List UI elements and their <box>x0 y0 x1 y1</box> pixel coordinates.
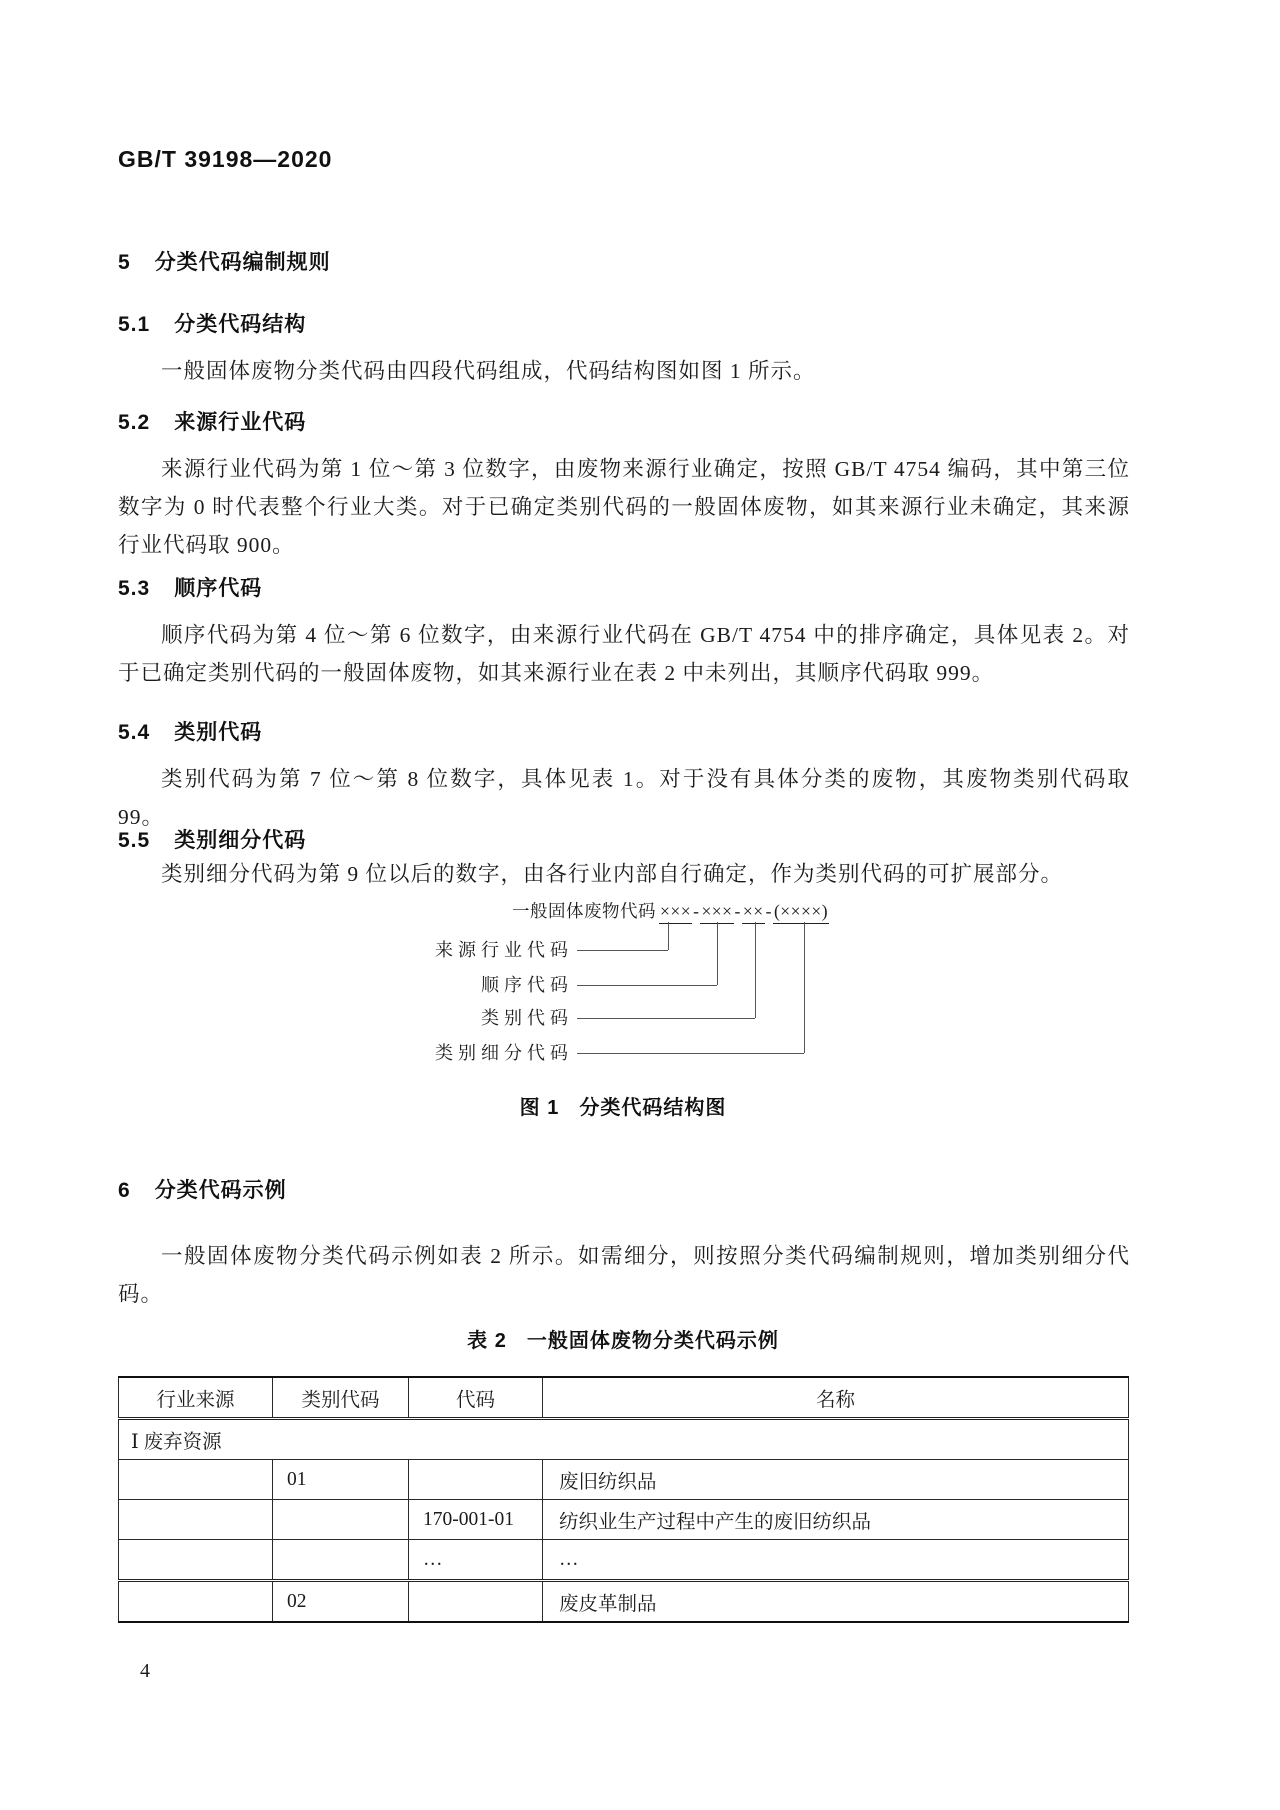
code-separator: - <box>765 901 772 921</box>
connector-line <box>804 922 805 1053</box>
paragraph-5-3: 顺序代码为第 4 位～第 6 位数字，由来源行业代码在 GB/T 4754 中的排序确定，具体见表 2。对于已确定类别代码的一般固体废物，如其来源行业在表 2 中未列出，其顺序代码取 999。 <box>118 623 1130 685</box>
figure-label-category-code: 类别代码 <box>481 1008 573 1028</box>
cell <box>119 1500 273 1540</box>
table-group-row <box>119 1419 1129 1460</box>
figure-code-line <box>512 898 829 923</box>
cell: 01 <box>273 1460 409 1500</box>
cell <box>409 1460 543 1500</box>
section-5-1-heading <box>118 308 306 338</box>
header-cell-name: 名称 <box>543 1377 1129 1419</box>
connector-line <box>577 985 717 986</box>
paragraph-5-1: 一般固体废物分类代码由四段代码组成，代码结构图如图 1 所示。 <box>161 359 816 383</box>
cell: 废旧纺织品 <box>543 1460 1129 1500</box>
cell: 02 <box>273 1581 409 1623</box>
cell <box>119 1540 273 1581</box>
header-cell-code: 代码 <box>409 1377 543 1419</box>
cell <box>119 1460 273 1500</box>
paragraph-5-2: 来源行业代码为第 1 位～第 3 位数字，由废物来源行业确定，按照 GB/T 4754 编码，其中第三位数字为 0 时代表整个行业大类。对于已确定类别代码的一般固体废物，如其来源行业未确定，其来源行业代码取 900。 <box>118 457 1130 557</box>
table-header-row <box>119 1377 1129 1419</box>
cell: 废皮革制品 <box>543 1581 1129 1623</box>
heading-title: 顺序代码 <box>174 577 263 600</box>
heading-number: 5.1 <box>118 313 151 336</box>
paragraph-6: 一般固体废物分类代码示例如表 2 所示。如需细分，则按照分类代码编制规则，增加类别细分代码。 <box>118 1244 1130 1306</box>
code-separator: - <box>734 901 741 921</box>
paragraph-5-4: 类别代码为第 7 位～第 8 位数字，具体见表 1。对于没有具体分类的废物，其废物类别代码取 99。 <box>118 767 1130 829</box>
code-segment-category: ×× <box>742 901 765 924</box>
heading-number: 6 <box>118 1179 131 1202</box>
table-number: 表 2 <box>467 1330 507 1352</box>
code-segment-sequence: ××× <box>700 901 733 924</box>
connector-line <box>717 922 718 985</box>
section-5-2-heading <box>118 406 306 436</box>
table-row <box>119 1581 1129 1623</box>
table-row <box>119 1540 1129 1581</box>
figure-title: 分类代码结构图 <box>579 1097 727 1119</box>
connector-line <box>668 922 669 950</box>
cell: 170-001-01 <box>409 1500 543 1540</box>
figure-label-industry-code: 来源行业代码 <box>435 940 573 960</box>
header-cell-category-code: 类别代码 <box>273 1377 409 1419</box>
heading-title: 类别细分代码 <box>174 829 307 852</box>
cell <box>273 1500 409 1540</box>
code-separator: - <box>693 901 700 921</box>
figure-code-structure <box>118 893 1128 1078</box>
section-5-heading <box>118 246 331 276</box>
code-segment-subcategory: (××××) <box>773 901 829 924</box>
heading-title: 来源行业代码 <box>174 411 307 434</box>
heading-title: 类别代码 <box>174 721 263 744</box>
figure-number: 图 1 <box>519 1097 560 1119</box>
table-title: 一般固体废物分类代码示例 <box>526 1330 779 1352</box>
heading-number: 5.5 <box>118 829 151 852</box>
table-row <box>119 1500 1129 1540</box>
connector-line <box>577 1018 755 1019</box>
heading-title: 分类代码编制规则 <box>154 251 331 274</box>
group-row-label: Ⅰ 废弃资源 <box>119 1419 1129 1460</box>
section-5-4-heading <box>118 716 262 746</box>
connector-line <box>577 950 668 951</box>
connector-line <box>577 1053 804 1054</box>
classification-code-table <box>118 1376 1129 1623</box>
page-number: 4 <box>140 1660 150 1682</box>
section-5-3-heading <box>118 572 262 602</box>
figure-code-prefix: 一般固体废物代码 <box>512 901 656 921</box>
heading-number: 5.3 <box>118 577 151 600</box>
cell: … <box>409 1540 543 1581</box>
heading-number: 5.4 <box>118 721 151 744</box>
heading-title: 分类代码结构 <box>174 313 307 336</box>
section-6-heading <box>118 1174 287 1204</box>
cell <box>409 1581 543 1623</box>
table-caption <box>118 1324 1128 1353</box>
figure-label-subcategory-code: 类别细分代码 <box>435 1043 573 1063</box>
standard-number: GB/T 39198—2020 <box>118 146 333 172</box>
cell: … <box>543 1540 1129 1581</box>
heading-number: 5.2 <box>118 411 151 434</box>
cell <box>119 1581 273 1623</box>
paragraph-5-5: 类别细分代码为第 9 位以后的数字，由各行业内部自行确定，作为类别代码的可扩展部分。 <box>161 862 1064 886</box>
header-cell-industry-source: 行业来源 <box>119 1377 273 1419</box>
section-5-5-heading <box>118 824 306 854</box>
table-row <box>119 1460 1129 1500</box>
heading-number: 5 <box>118 251 131 274</box>
connector-line <box>755 922 756 1018</box>
heading-title: 分类代码示例 <box>154 1179 287 1202</box>
figure-caption <box>118 1091 1128 1120</box>
code-segment-industry: ××× <box>659 901 692 924</box>
figure-label-sequence-code: 顺序代码 <box>481 975 573 995</box>
cell: 纺织业生产过程中产生的废旧纺织品 <box>543 1500 1129 1540</box>
cell <box>273 1540 409 1581</box>
